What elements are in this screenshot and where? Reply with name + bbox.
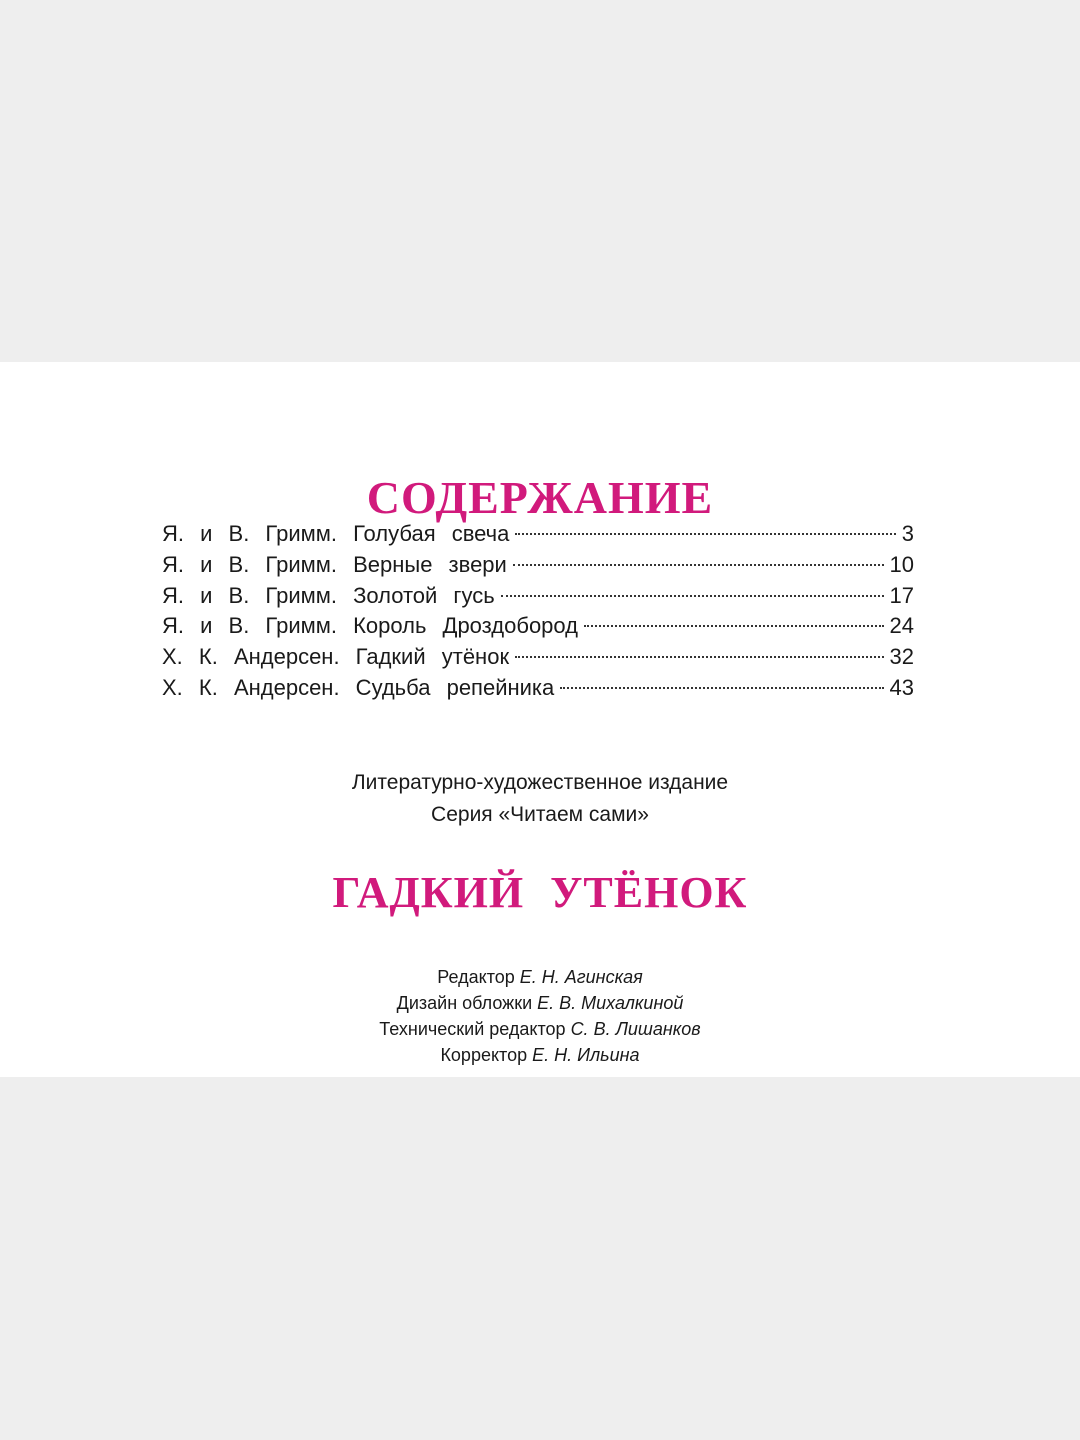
- credit-line: [0, 1016, 1080, 1042]
- contents-entry-text: Х. К. Андерсен. Судьба репейника: [162, 674, 555, 700]
- credit-line: [0, 1042, 1080, 1068]
- book-title: ГАДКИЙ УТЁНОК: [332, 868, 748, 917]
- contents-entry-page: 32: [889, 644, 914, 670]
- book-page: [0, 362, 1080, 1077]
- dot-leader: [560, 687, 883, 689]
- dot-leader: [515, 656, 883, 658]
- dot-leader: [513, 564, 884, 566]
- credit-role: Дизайн обложки: [396, 993, 533, 1013]
- contents-entry-page: 3: [901, 521, 914, 546]
- contents-entry: [162, 581, 914, 612]
- edition-type: Литературно-художественное издание: [351, 771, 729, 794]
- contents-entry-page: 17: [889, 582, 914, 608]
- credit-role: Технический редактор: [379, 1019, 566, 1039]
- credit-line: [0, 964, 1080, 990]
- contents-list: [162, 519, 914, 704]
- contents-title: СОДЕРЖАНИЕ: [366, 472, 714, 523]
- contents-entry: [162, 519, 914, 550]
- contents-entry-page: 43: [889, 674, 914, 700]
- contents-entry-text: Я. и В. Гримм. Золотой гусь: [162, 582, 495, 608]
- contents-entry-page: 24: [889, 613, 914, 639]
- credits-list: [0, 964, 1080, 1068]
- dot-leader: [584, 625, 884, 627]
- contents-entry-text: Я. и В. Гримм. Верные звери: [162, 551, 507, 577]
- dot-leader: [515, 533, 895, 535]
- credit-name: Е. В. Михалкиной: [537, 993, 684, 1013]
- contents-entry: [162, 673, 914, 704]
- contents-entry: [162, 642, 914, 673]
- dot-leader: [501, 595, 884, 597]
- contents-entry-text: Я. и В. Гримм. Голубая свеча: [162, 521, 510, 546]
- credit-role: Редактор: [437, 967, 515, 987]
- contents-entry-text: Я. и В. Гримм. Король Дроздобород: [162, 613, 578, 639]
- edition-series: Серия «Читаем сами»: [431, 803, 649, 826]
- contents-entry: [162, 611, 914, 642]
- credit-name: С. В. Лишанков: [570, 1019, 701, 1039]
- contents-entry-text: Х. К. Андерсен. Гадкий утёнок: [162, 644, 510, 670]
- contents-entry: [162, 550, 914, 581]
- credit-name: Е. Н. Ильина: [532, 1045, 640, 1065]
- credit-name: Е. Н. Агинская: [519, 967, 643, 987]
- credit-line: [0, 990, 1080, 1016]
- credit-role: Корректор: [440, 1045, 528, 1065]
- contents-entry-page: 10: [889, 551, 914, 577]
